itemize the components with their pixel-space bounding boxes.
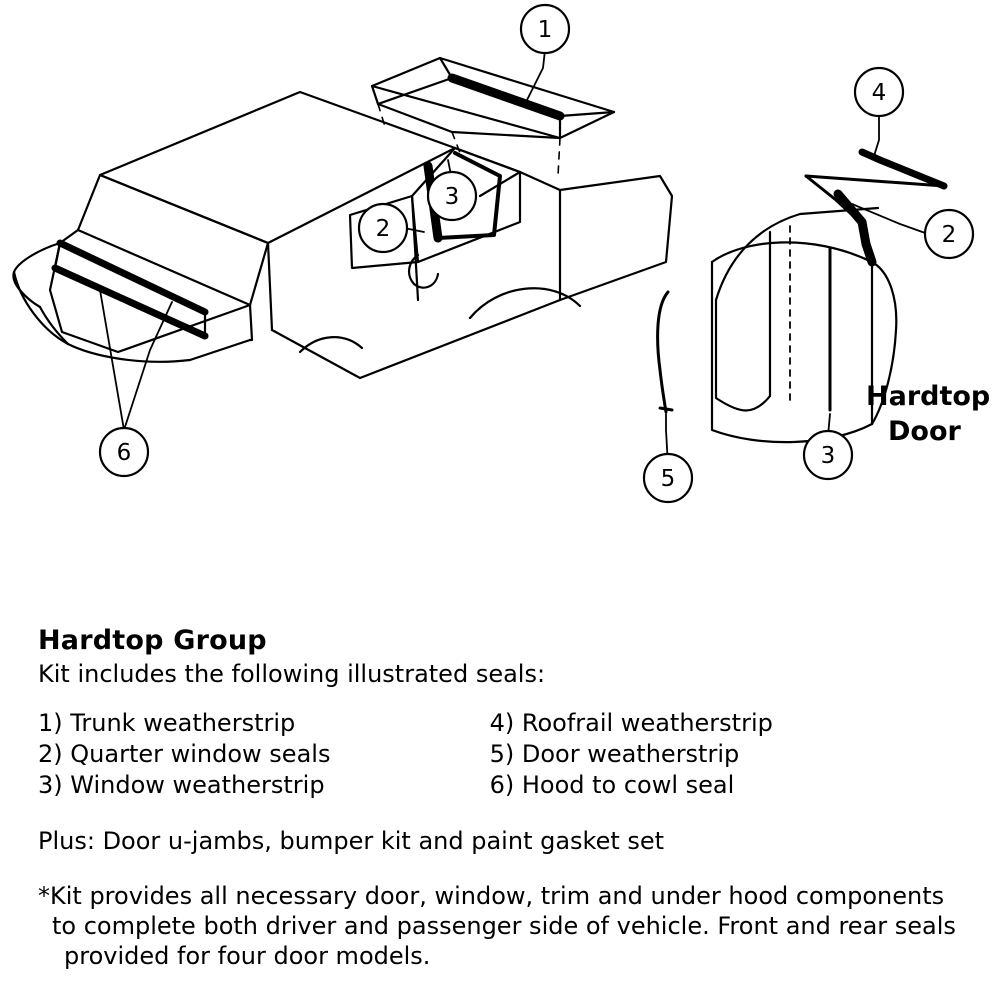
legend-note-line-2: to complete both driver and passenger side of vehicle. Front and rear seals — [52, 912, 956, 940]
legend-item: 3) Window weatherstrip — [38, 771, 325, 799]
callout-3-right: 3 — [820, 443, 836, 469]
callout-2-right: 2 — [941, 222, 957, 248]
legend-subtitle: Kit includes the following illustrated seals: — [38, 660, 546, 688]
legend-block — [0, 625, 1000, 971]
legend-column-left — [38, 708, 490, 801]
legend-column-right — [490, 708, 966, 801]
callout-1: 1 — [537, 17, 553, 43]
legend-note-line-1: *Kit provides all necessary door, window, trim and under hood components — [38, 882, 945, 910]
legend-note-line-3: provided for four door models. — [64, 942, 431, 970]
legend-item: 5) Door weatherstrip — [489, 740, 740, 768]
callout-leaders — [100, 50, 928, 466]
legend-columns — [38, 708, 966, 801]
callout-5: 5 — [660, 466, 676, 492]
legend-item: 1) Trunk weatherstrip — [38, 709, 296, 737]
car-body-outline — [13, 92, 672, 378]
callout-3-left: 3 — [444, 184, 460, 210]
callout-2-left: 2 — [375, 216, 391, 242]
legend-item: 6) Hood to cowl seal — [489, 771, 735, 799]
part-label-line-1: Hardtop — [866, 381, 991, 412]
legend-item: 2) Quarter window seals — [38, 740, 331, 768]
part-trunk-weatherstrip — [372, 58, 614, 138]
legend-plus-line: Plus: Door u-jambs, bumper kit and paint gasket set — [38, 827, 665, 855]
part-label-line-2: Door — [888, 416, 961, 447]
legend-title: Hardtop Group — [38, 625, 267, 656]
legend-note — [38, 881, 966, 971]
callout-4: 4 — [871, 80, 887, 106]
callout-6: 6 — [116, 440, 132, 466]
legend-item: 4) Roofrail weatherstrip — [489, 709, 773, 737]
